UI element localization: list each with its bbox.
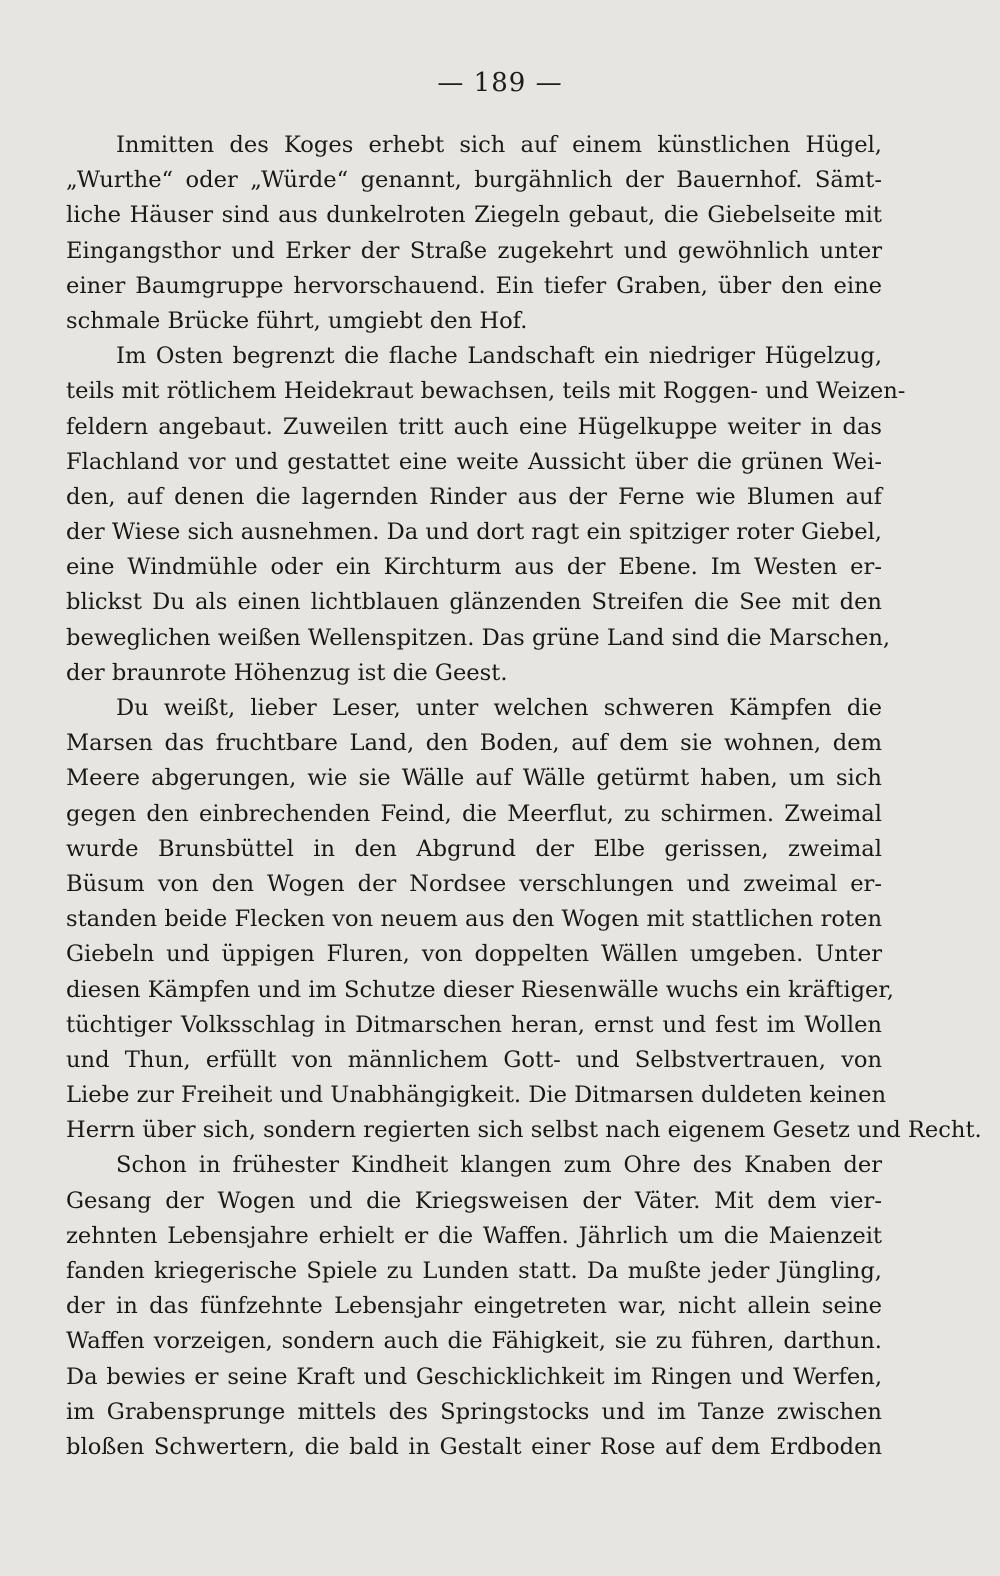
text-line: feldern angebaut. Zuweilen tritt auch eine Hügelkuppe weiter in das: [66, 413, 882, 440]
page-number: — 189 —: [437, 68, 563, 98]
text-line: im Grabensprunge mittels des Springstocks und im Tanze zwischen: [66, 1398, 882, 1425]
paragraph-4: [66, 1148, 882, 1465]
text-line: blickst Du als einen lichtblauen glänzenden Streifen die See mit den: [66, 589, 882, 616]
text-line: Im Osten begrenzt die flache Landschaft ein niedriger Hügelzug,: [116, 343, 882, 370]
paragraph-1: [66, 128, 882, 339]
text-line: liche Häuser sind aus dunkelroten Ziegeln gebaut, die Giebelseite mit: [66, 202, 882, 229]
text-line: Büsum von den Wogen der Nordsee verschlungen und zweimal er-: [66, 870, 882, 897]
text-line: tüchtiger Volksschlag in Ditmarschen heran, ernst und fest im Wollen: [66, 1011, 882, 1038]
text-line: zehnten Lebensjahre erhielt er die Waffen. Jährlich um die Maienzeit: [66, 1222, 882, 1249]
paragraph-2: [66, 339, 906, 691]
text-line: den, auf denen die lagernden Rinder aus der Ferne wie Blumen auf: [66, 483, 882, 510]
text-line: teils mit rötlichem Heidekraut bewachsen, teils mit Roggen- und Weizen-: [66, 378, 906, 405]
text-line: beweglichen weißen Wellenspitzen. Das grüne Land sind die Marschen,: [66, 624, 891, 651]
text-line: Waffen vorzeigen, sondern auch die Fähigkeit, sie zu führen, darthun.: [66, 1328, 882, 1355]
text-line: Flachland vor und gestattet eine weite Aussicht über die grünen Wei-: [66, 448, 882, 475]
text-line: Eingangsthor und Erker der Straße zugekehrt und gewöhnlich unter: [66, 237, 882, 264]
text-line: „Wurthe“ oder „Würde“ genannt, burgähnlich der Bauernhof. Sämt-: [66, 167, 882, 194]
text-line: standen beide Flecken von neuem aus den Wogen mit stattlichen roten: [66, 906, 882, 933]
text-line: wurde Brunsbüttel in den Abgrund der Elbe gerissen, zweimal: [66, 835, 882, 862]
text-line: bloßen Schwertern, die bald in Gestalt einer Rose auf dem Erdboden: [66, 1433, 882, 1460]
text-line: Da bewies er seine Kraft und Geschicklichkeit im Ringen und Werfen,: [66, 1363, 882, 1390]
text-line: der in das fünfzehnte Lebensjahr eingetreten war, nicht allein seine: [66, 1293, 882, 1320]
text-line: Gesang der Wogen und die Kriegsweisen der Väter. Mit dem vier-: [66, 1187, 882, 1214]
text-line: fanden kriegerische Spiele zu Lunden statt. Da mußte jeder Jüngling,: [66, 1258, 882, 1284]
text-line: der braunrote Höhenzug ist die Geest.: [66, 659, 508, 686]
paragraph-3: [66, 691, 982, 1148]
text-line: Schon in frühester Kindheit klangen zum Ohre des Knaben der: [116, 1152, 882, 1179]
body-text: [66, 128, 982, 1465]
text-line: einer Baumgruppe hervorschauend. Ein tiefer Graben, über den eine: [66, 272, 882, 299]
text-line: und Thun, erfüllt von männlichem Gott- und Selbstvertrauen, von: [66, 1046, 882, 1073]
text-line: diesen Kämpfen und im Schutze dieser Riesenwälle wuchs ein kräftiger,: [66, 976, 894, 1003]
text-line: Giebeln und üppigen Fluren, von doppelten Wällen umgeben. Unter: [66, 941, 882, 968]
text-line: eine Windmühle oder ein Kirchturm aus der Ebene. Im Westen er-: [66, 554, 882, 581]
text-line: schmale Brücke führt, umgiebt den Hof.: [66, 307, 528, 334]
text-line: der Wiese sich ausnehmen. Da und dort ragt ein spitziger roter Giebel,: [66, 519, 882, 546]
text-line: Meere abgerungen, wie sie Wälle auf Wälle getürmt haben, um sich: [66, 765, 882, 792]
text-line: Liebe zur Freiheit und Unabhängigkeit. Die Ditmarsen duldeten keinen: [66, 1082, 886, 1109]
text-line: Marsen das fruchtbare Land, den Boden, auf dem sie wohnen, dem: [66, 730, 882, 757]
text-line: Herrn über sich, sondern regierten sich selbst nach eigenem Gesetz und Recht.: [66, 1117, 982, 1144]
text-line: Du weißt, lieber Leser, unter welchen schweren Kämpfen die: [116, 695, 882, 721]
text-line: gegen den einbrechenden Feind, die Meerflut, zu schirmen. Zweimal: [66, 800, 882, 827]
text-line: Inmitten des Koges erhebt sich auf einem künstlichen Hügel,: [116, 132, 882, 158]
